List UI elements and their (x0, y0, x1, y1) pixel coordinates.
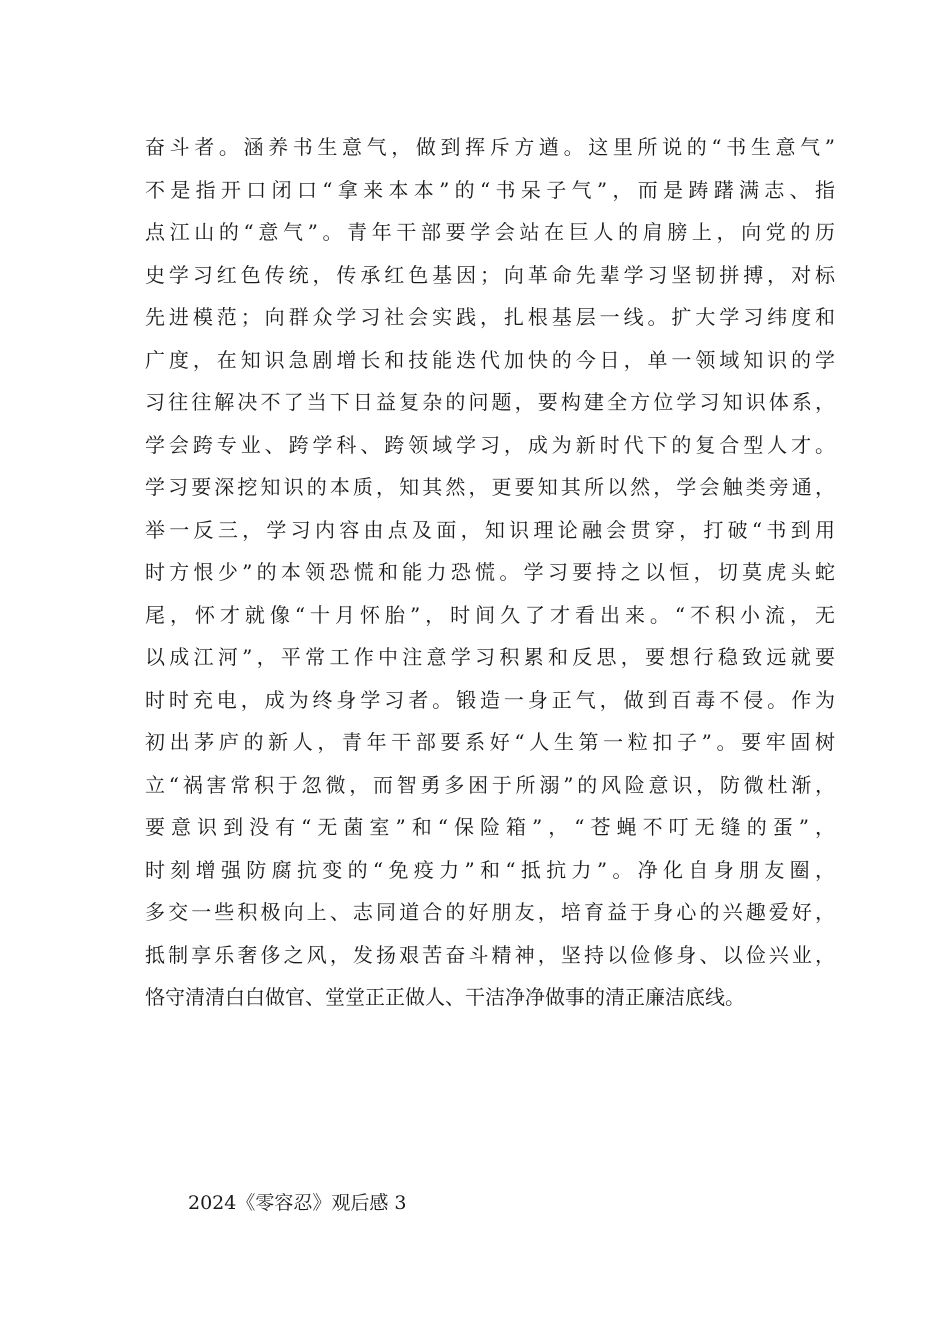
text-line: 初出茅庐的新人，青年干部要系好“人生第一粒扣子”。要牢固树 (145, 730, 835, 754)
text-line: 举一反三，学习内容由点及面，知识理论融会贯穿，打破“书到用 (145, 517, 835, 542)
text-line: 不是指开口闭口“拿来本本”的“书呆子气”，而是踌躇满志、指 (145, 177, 835, 202)
text-line: 恪守清清白白做官、堂堂正正做人、干洁净净做事的清正廉洁底线。 (145, 985, 745, 1009)
text-line: 抵制享乐奢侈之风，发扬艰苦奋斗精神，坚持以俭修身、以俭兴业， (145, 942, 835, 967)
text-line: 多交一些积极向上、志同道合的好朋友，培育益于身心的兴趣爱好， (145, 900, 835, 924)
section-heading: 2024《零容忍》观后感 3 (188, 1192, 407, 1214)
text-line: 时刻增强防腐抗变的“免疫力”和“抵抗力”。净化自身朋友圈， (145, 857, 835, 882)
text-line: 以成江河”，平常工作中注意学习积累和反思，要想行稳致远就要 (145, 645, 835, 669)
text-line: 立“祸害常积于忽微，而智勇多困于所溺”的风险意识，防微杜渐， (145, 772, 835, 797)
text-line: 奋斗者。涵养书生意气，做到挥斥方遒。这里所说的“书生意气” (145, 135, 835, 159)
text-line: 广度，在知识急剧增长和技能迭代加快的今日，单一领域知识的学 (145, 347, 835, 372)
text-line: 习往往解决不了当下日益复杂的问题，要构建全方位学习知识体系， (145, 390, 835, 414)
text-line: 学习要深挖知识的本质，知其然，更要知其所以然，学会触类旁通， (145, 475, 835, 499)
text-line: 时方恨少”的本领恐慌和能力恐慌。学习要持之以恒，切莫虎头蛇 (145, 560, 835, 584)
text-line: 时时充电，成为终身学习者。锻造一身正气，做到百毒不侵。作为 (145, 687, 835, 712)
body-paragraph (145, 126, 835, 1019)
text-line: 史学习红色传统，传承红色基因；向革命先辈学习坚韧拼搏，对标 (145, 262, 835, 287)
text-line: 学会跨专业、跨学科、跨领域学习，成为新时代下的复合型人才。 (145, 432, 835, 457)
text-line: 要意识到没有“无菌室”和“保险箱”，“苍蝇不叮无缝的蛋”， (145, 815, 835, 839)
text-line: 先进模范；向群众学习社会实践，扎根基层一线。扩大学习纬度和 (145, 305, 835, 329)
text-line: 尾，怀才就像“十月怀胎”，时间久了才看出来。“不积小流，无 (145, 602, 835, 627)
text-line: 点江山的“意气”。青年干部要学会站在巨人的肩膀上，向党的历 (145, 220, 835, 244)
